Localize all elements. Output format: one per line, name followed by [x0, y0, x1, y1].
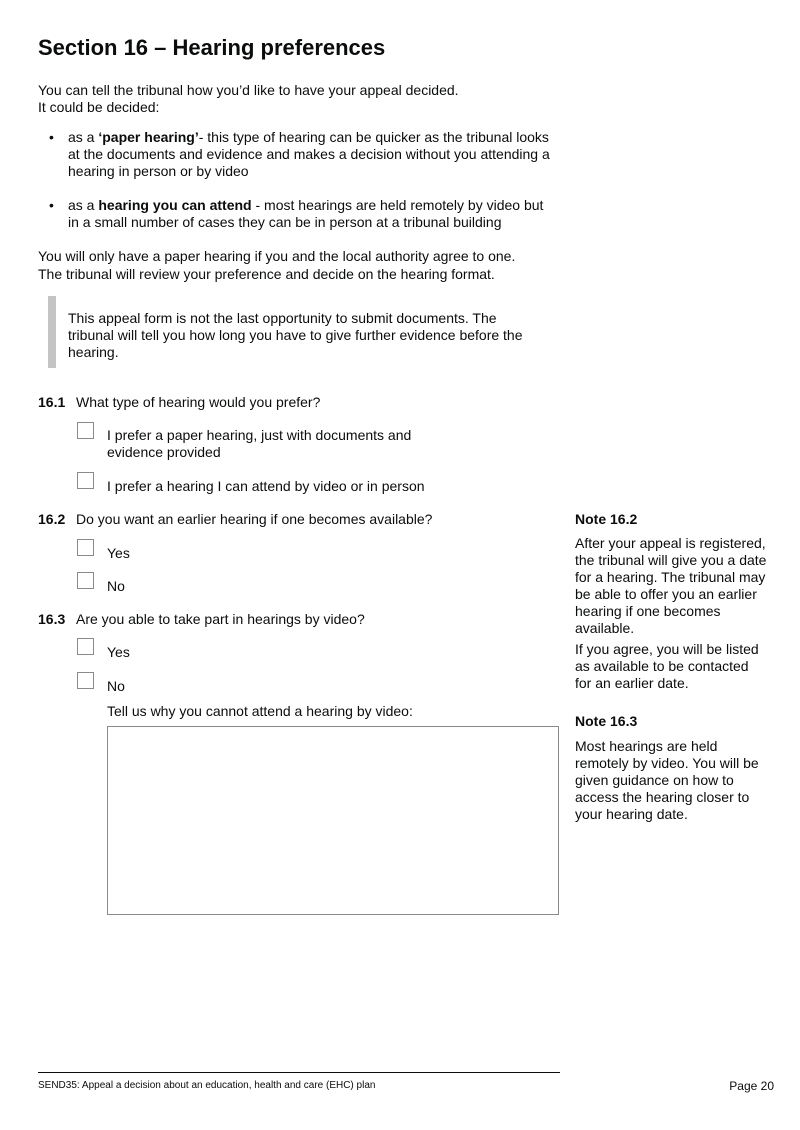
question-text-16-2: Do you want an earlier hearing if one becomes available?: [76, 511, 433, 527]
intro-line-1: You can tell the tribunal how you’d like to have your appeal decided.: [38, 82, 459, 98]
bullet-marker: •: [49, 197, 54, 213]
note-16-3-paragraph: Most hearings are held remotely by video. You will be given guidance on how to access the hearing closer to your hearing date.: [575, 738, 759, 822]
checkbox-video-no[interactable]: [77, 672, 94, 689]
paper-note-line-2: The tribunal will review your preference and decide on the hearing format.: [38, 266, 495, 282]
note-16-2-title: Note 16.2: [575, 511, 638, 527]
bullet-attend-hearing: as a hearing you can attend - most hearings are held remotely by video but in a small number of cases they can be in person at a tribunal building: [68, 197, 544, 230]
option-label-paper-hearing: I prefer a paper hearing, just with documents and evidence provided: [107, 427, 412, 460]
note-16-2-paragraph-2: If you agree, you will be listed as available to be contacted for an earlier date.: [575, 641, 759, 691]
question-number-16-3: 16.3: [38, 611, 66, 627]
page-number: Page 20: [729, 1079, 774, 1093]
question-text-16-1: What type of hearing would you prefer?: [76, 394, 321, 410]
footer-divider: [38, 1072, 560, 1073]
video-reason-textbox[interactable]: [107, 726, 559, 915]
paper-note-line-1: You will only have a paper hearing if you and the local authority agree to one.: [38, 248, 516, 264]
footer-form-title: SEND35: Appeal a decision about an education, health and care (EHC) plan: [38, 1080, 376, 1091]
question-number-16-1: 16.1: [38, 394, 66, 410]
checkbox-video-yes[interactable]: [77, 638, 94, 655]
callout-text: This appeal form is not the last opportunity to submit documents. The tribunal will tell you how long you have to give further evidence before the hearing.: [68, 310, 523, 360]
checkbox-attend-hearing[interactable]: [77, 472, 94, 489]
checkbox-earlier-yes[interactable]: [77, 539, 94, 556]
bullet-marker: •: [49, 129, 54, 145]
video-reason-label: Tell us why you cannot attend a hearing by video:: [107, 703, 413, 719]
question-text-16-3: Are you able to take part in hearings by video?: [76, 611, 365, 627]
option-label-video-no: No: [107, 678, 125, 694]
note-16-2-paragraph-1: After your appeal is registered, the tribunal will give you a date for a hearing. The tribunal may be able to offer you an earlier hearing if one becomes available.: [575, 535, 767, 636]
note-16-3-title: Note 16.3: [575, 713, 638, 729]
option-label-attend-hearing: I prefer a hearing I can attend by video or in person: [107, 478, 425, 494]
option-label-earlier-no: No: [107, 578, 125, 594]
option-label-earlier-yes: Yes: [107, 545, 130, 561]
question-number-16-2: 16.2: [38, 511, 66, 527]
checkbox-earlier-no[interactable]: [77, 572, 94, 589]
option-label-video-yes: Yes: [107, 644, 130, 660]
checkbox-paper-hearing[interactable]: [77, 422, 94, 439]
bullet-paper-hearing: as a ‘paper hearing’- this type of hearing can be quicker as the tribunal looks at the documents and evidence and makes a decision without you attending a hearing in person or by video: [68, 129, 550, 179]
intro-line-2: It could be decided:: [38, 99, 160, 115]
section-title: Section 16 – Hearing preferences: [38, 35, 386, 60]
callout-bar: [48, 296, 56, 368]
